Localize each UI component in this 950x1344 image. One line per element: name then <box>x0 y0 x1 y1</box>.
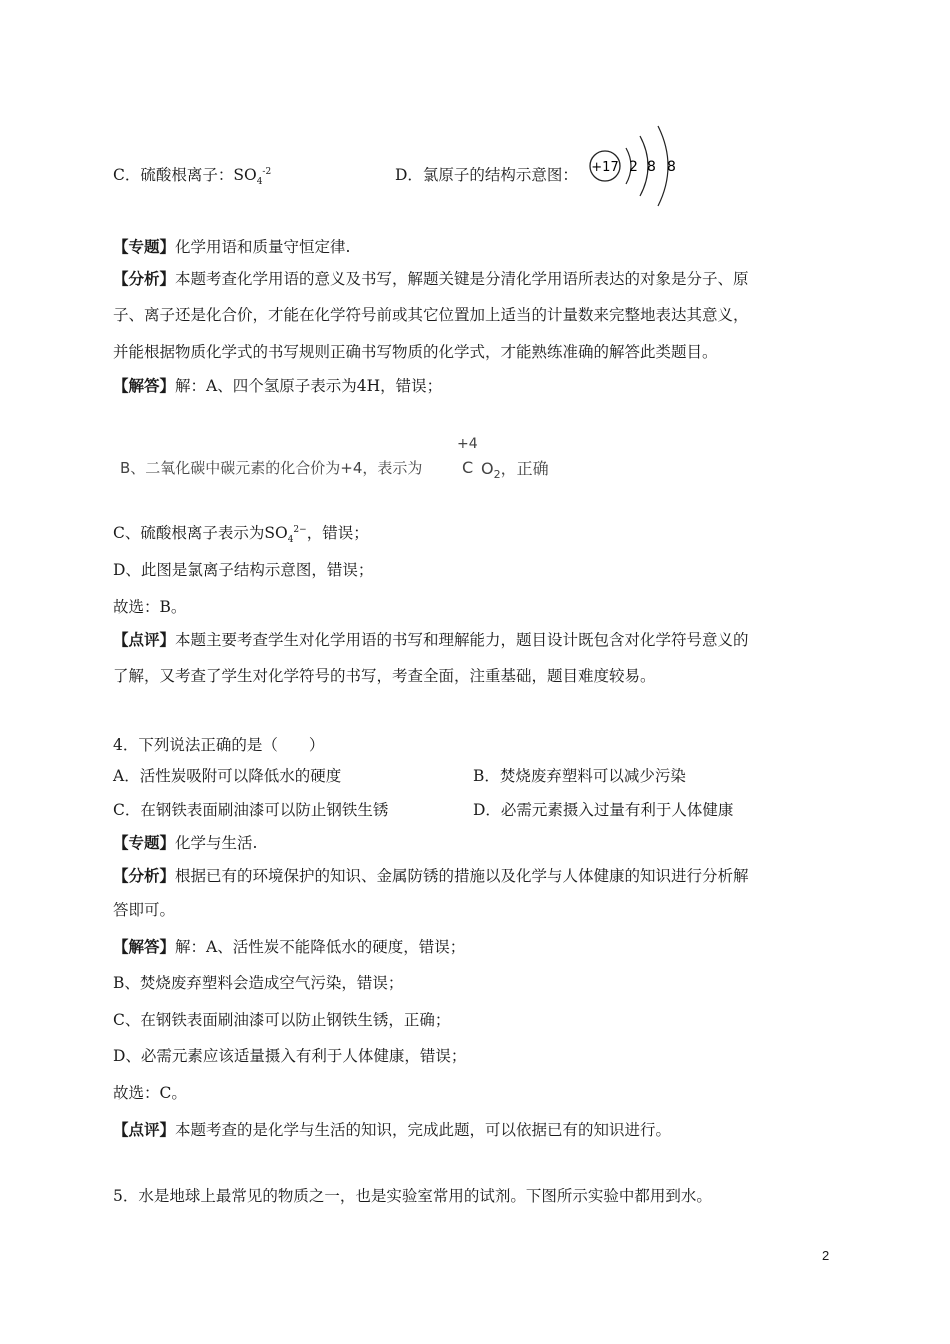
shell-3-count: 8 <box>667 159 676 175</box>
q3-answer-b-image-line: B、二氧化碳中碳元素的化合价为+4，表示为 <box>120 459 423 477</box>
q4-choice: 故选：C。 <box>113 1084 187 1102</box>
chlorine-atom-structure-diagram <box>580 122 690 208</box>
q3-analysis-line-1: 【分析】本题考查化学用语的意义及书写，解题关键是分清化学用语所表达的对象是分子、原 <box>113 269 749 288</box>
page-number: 2 <box>822 1248 830 1263</box>
q3-analysis-line-2: 子、离子还是化合价，才能在化学符号前或其它位置加上适当的计量数来完整地表达其意义， <box>113 306 749 324</box>
shell-1-count: 2 <box>629 159 638 175</box>
q3-topic: 【专题】化学用语和质量守恒定律. <box>113 237 351 256</box>
q3-analysis-line-3: 并能根据物质化学式的书写规则正确书写物质的化学式，才能熟练准确的解答此类题目。 <box>113 343 718 361</box>
q3-option-d: D．氯原子的结构示意图： <box>395 166 578 184</box>
q3-option-c: C．硫酸根离子：$SO_4^{-2}$ <box>113 166 272 188</box>
q4-answer-a: 【解答】解：A、活性炭不能降低水的硬度，错误； <box>113 937 466 956</box>
valence-mark: +4 <box>457 436 478 452</box>
q4-option-d: D．必需元素摄入过量有利于人体健康 <box>473 801 734 819</box>
q3-answer-c: C、硫酸根离子表示为$SO_4^{2-}$，错误； <box>113 524 369 546</box>
q5-stem: 5．水是地球上最常见的物质之一，也是实验室常用的试剂。下图所示实验中都用到水。 <box>113 1187 712 1205</box>
q3-answer-a: 【解答】解：A、四个氢原子表示为4H，错误； <box>113 376 443 395</box>
q4-answer-b: B、焚烧废弃塑料会造成空气污染，错误； <box>113 974 404 992</box>
q3-choice: 故选：B。 <box>113 598 187 616</box>
q4-comment: 【点评】本题考查的是化学与生活的知识，完成此题，可以依据已有的知识进行。 <box>113 1120 672 1139</box>
q3-comment-line-1: 【点评】本题主要考查学生对化学用语的书写和理解能力，题目设计既包含对化学符号意义的 <box>113 630 749 649</box>
q4-analysis-line-2: 答即可。 <box>113 901 176 919</box>
nucleus-charge: +17 <box>591 160 619 175</box>
shell-2-count: 8 <box>647 159 656 175</box>
formula-c: C <box>462 458 474 477</box>
q4-answer-d: D、必需元素应该适量摄入有利于人体健康，错误； <box>113 1047 467 1065</box>
q4-option-b: B．焚烧废弃塑料可以减少污染 <box>473 767 686 785</box>
formula-o2: $O_2$，正确 <box>481 459 549 482</box>
q4-analysis-line-1: 【分析】根据已有的环境保护的知识、金属防锈的措施以及化学与人体健康的知识进行分析解 <box>113 866 749 885</box>
q3-answer-d: D、此图是氯离子结构示意图，错误； <box>113 561 374 579</box>
q4-option-c: C．在钢铁表面刷油漆可以防止钢铁生锈 <box>113 801 389 819</box>
q4-stem: 4．下列说法正确的是（ ） <box>113 736 325 754</box>
q4-topic: 【专题】化学与生活. <box>113 833 258 852</box>
q3-comment-line-2: 了解，又考查了学生对化学符号的书写，考查全面，注重基础，题目难度较易。 <box>113 667 656 685</box>
q4-option-a: A．活性炭吸附可以降低水的硬度 <box>113 767 342 785</box>
q4-answer-c: C、在钢铁表面刷油漆可以防止钢铁生锈，正确； <box>113 1011 451 1029</box>
